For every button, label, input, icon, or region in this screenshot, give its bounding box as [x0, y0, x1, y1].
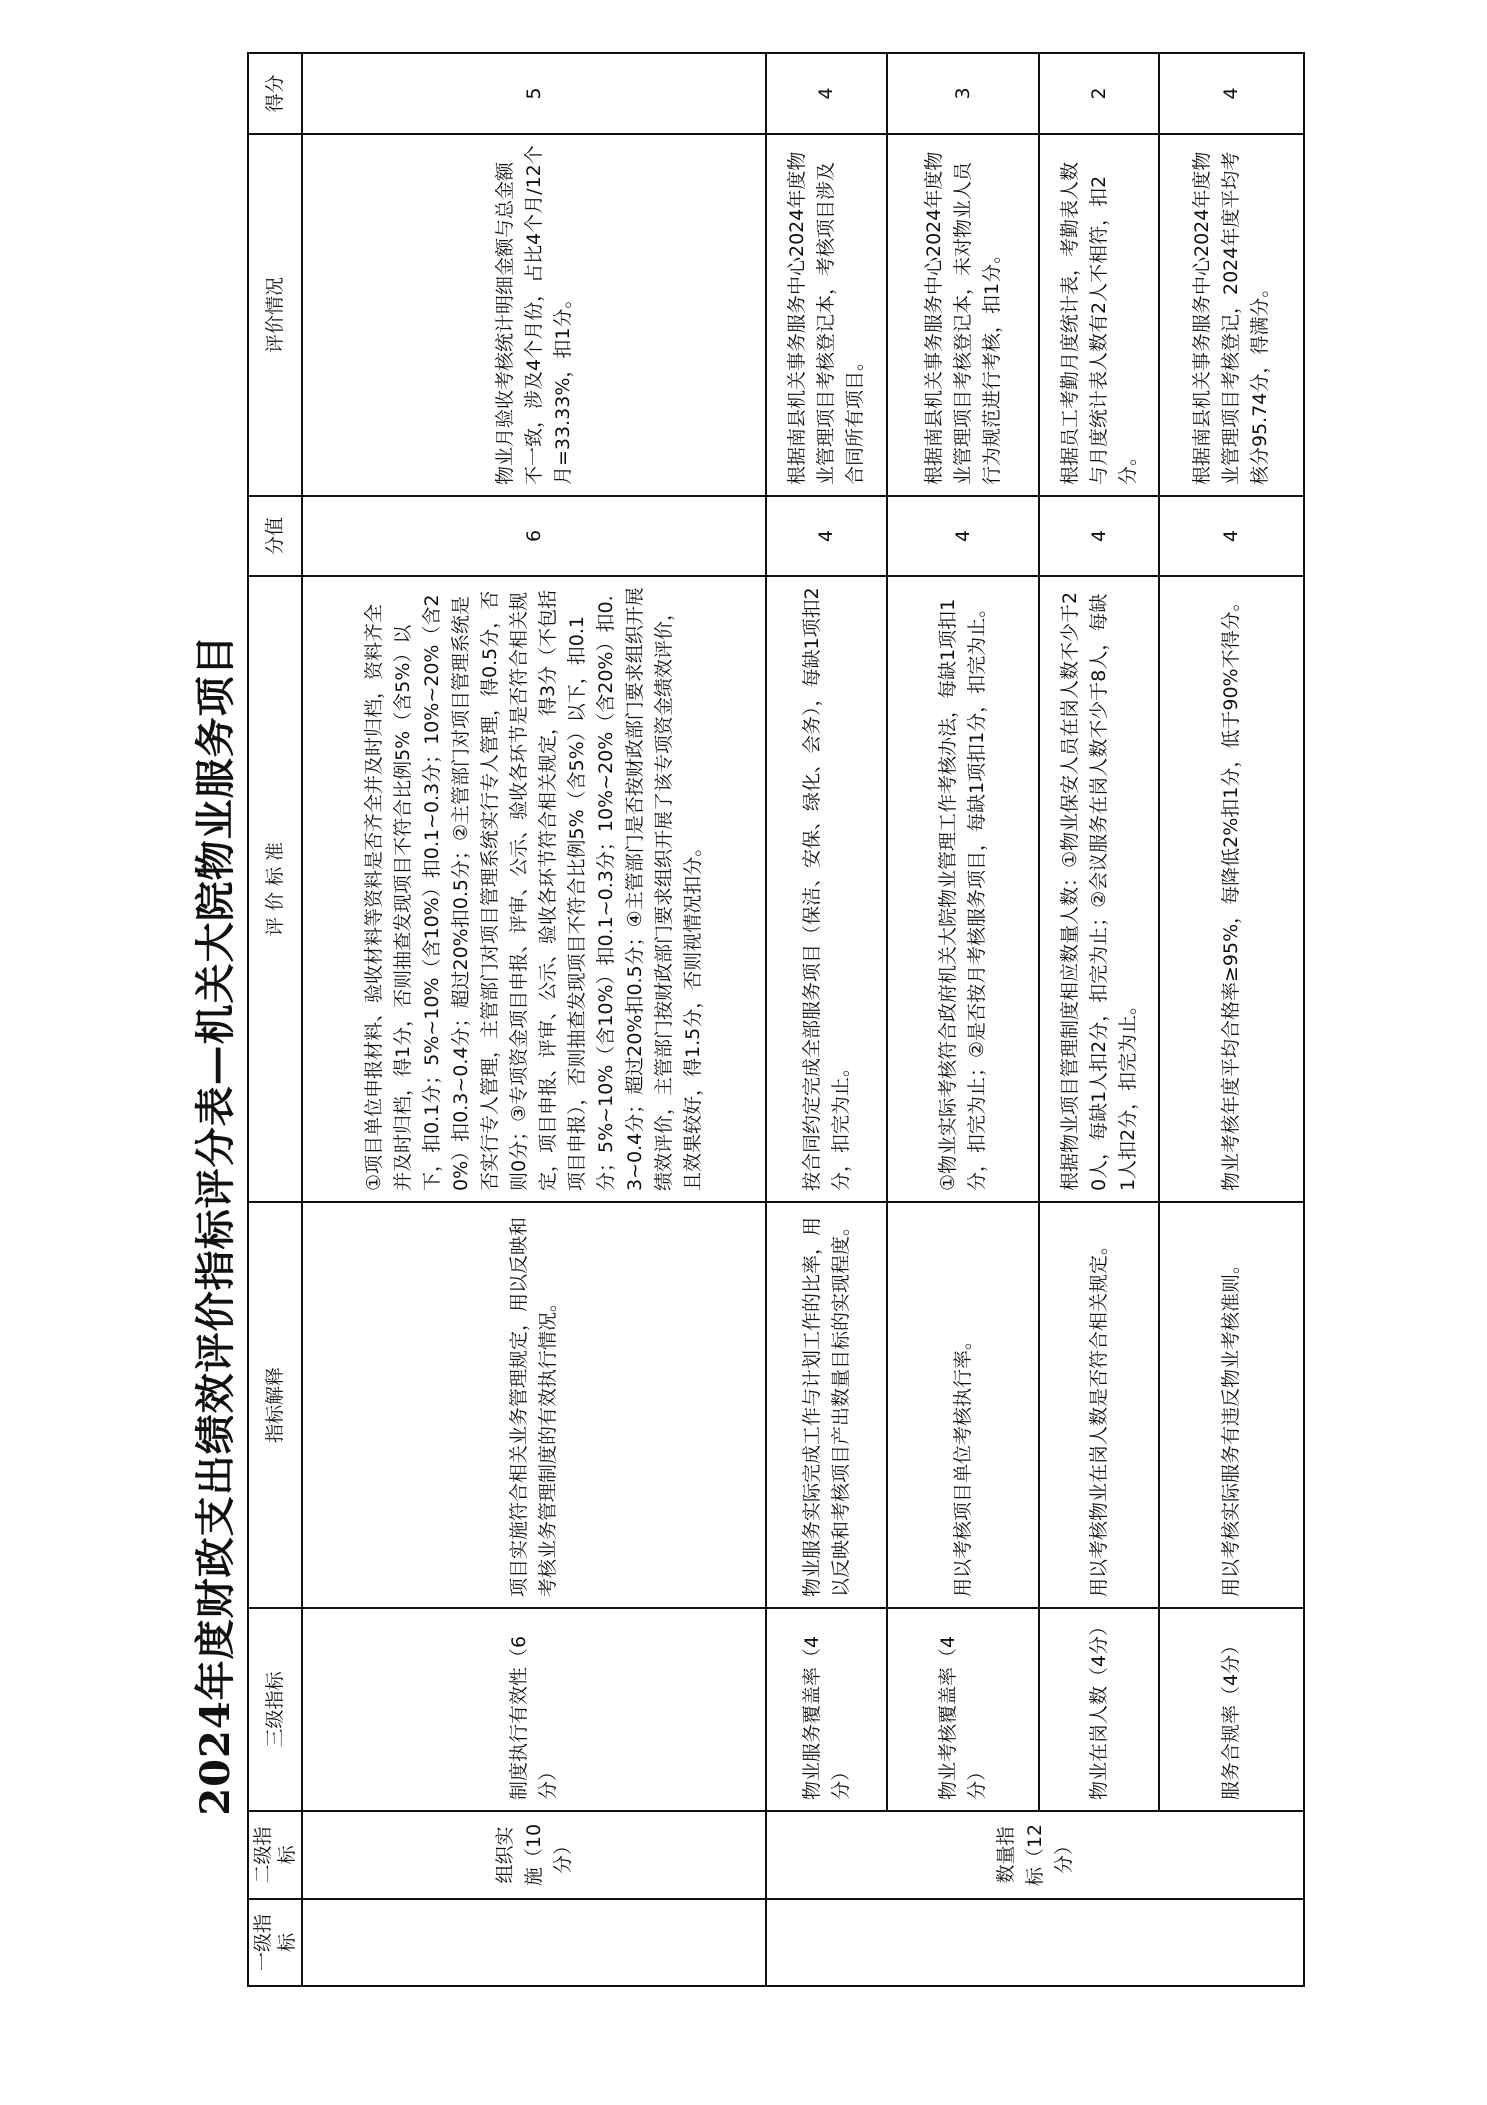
level1-cell — [766, 1899, 1304, 1986]
table-row — [302, 53, 766, 1986]
table-row — [1039, 53, 1159, 1986]
standard-cell: ①项目单位申报材料、验收材料等资料是否齐全并及时归档，资料齐全并及时归档，得1分，否则抽查发现项目不符合比例5%（含5%）以下，扣0.1分；5%~10%（含10%）扣0.1~0.3分；10%~20%（含20%）扣0.3~0.4分；超过20%扣0.5分；②主管部门对项目管理系统是否实行专人管理，主管部门对项目管理系统实行专人管理，得0.5分，否则0分；③专项资金项目申报、评审、公示、验收各环节是否符合相关规定，项目申报、评审、公示、验收各环节符合相关规定，得3分（不包括项目申报），否则抽查发现项目不符合比例5%（含5%）以下，扣0.1分；5%~10%（含10%）扣0.1~0.3分；10%~20%（含20%）扣0.3~0.4分；超过20%扣0.5分；④主管部门是否按财政部门要求组织开展绩效评价，主管部门按财政部门要求组织开展了该专项资金绩效评价，且效果较好，得1.5分，否则视情况扣分。 — [302, 576, 766, 1202]
standard-cell: ①物业实际考核符合政府机关大院物业管理工作考核办法，每缺1项扣1分，扣完为止；②是否按月考核服务项目，每缺1项扣1分，扣完为止。 — [887, 576, 1039, 1202]
evaluation-cell: 物业月验收考核统计明细金额与总金额不一致，涉及4个月份，占比4个月/12个月=33.33%，扣1分。 — [302, 134, 766, 496]
evaluation-table — [247, 52, 1305, 1987]
explanation-cell: 用以考核项目单位考核执行率。 — [887, 1202, 1039, 1608]
explanation-cell: 用以考核实际服务有违反物业考核准则。 — [1159, 1202, 1304, 1608]
level3-cell: 物业考核覆盖率（4分） — [887, 1608, 1039, 1811]
max-score-cell: 6 — [302, 496, 766, 576]
explanation-cell: 项目实施符合相关业务管理规定，用以反映和考核业务管理制度的有效执行情况。 — [302, 1202, 766, 1608]
max-score-cell: 4 — [1159, 496, 1304, 576]
evaluation-cell: 根据南县机关事务服务中心2024年度物业管理项目考核登记，2024年度平均考核分95.74分，得满分。 — [1159, 134, 1304, 496]
level1-cell — [302, 1899, 766, 1986]
standard-cell: 物业考核年度平均合格率≥95%，每降低2%扣1分，低于90%不得分。 — [1159, 576, 1304, 1202]
level3-cell: 制度执行有效性（6分） — [302, 1608, 766, 1811]
level2-cell: 组织实施（10分） — [302, 1811, 766, 1899]
score-cell: 2 — [1039, 53, 1159, 134]
level2-cell: 数量指标（12分） — [766, 1811, 1304, 1899]
table-row — [887, 53, 1039, 1986]
level3-cell: 物业服务覆盖率（4分） — [766, 1608, 887, 1811]
header-standard: 评 价 标 准 — [248, 576, 302, 1202]
header-explanation: 指标解释 — [248, 1202, 302, 1608]
header-evaluation: 评价情况 — [248, 134, 302, 496]
evaluation-cell: 根据南县机关事务服务中心2024年度物业管理项目考核登记本，未对物业人员行为规范进行考核，扣1分。 — [887, 134, 1039, 496]
header-level1: 一级指标 — [248, 1899, 302, 1986]
header-max-score: 分值 — [248, 496, 302, 576]
table-row — [766, 53, 887, 1986]
score-cell: 3 — [887, 53, 1039, 134]
score-cell: 5 — [302, 53, 766, 134]
standard-cell: 根据物业项目管理制度相应数量人数：①物业保安人员在岗人数不少于20人，每缺1人扣2分，扣完为止；②会议服务在岗人数不少于8人，每缺1人扣2分，扣完为止。 — [1039, 576, 1159, 1202]
max-score-cell: 4 — [766, 496, 887, 576]
max-score-cell: 4 — [887, 496, 1039, 576]
evaluation-cell: 根据南县机关事务服务中心2024年度物业管理项目考核登记本，考核项目涉及合同所有项目。 — [766, 134, 887, 496]
table-row — [1159, 53, 1304, 1986]
explanation-cell: 用以考核物业在岗人数是否符合相关规定。 — [1039, 1202, 1159, 1608]
score-cell: 4 — [1159, 53, 1304, 134]
explanation-cell: 物业服务实际完成工作与计划工作的比率，用以反映和考核项目产出数量目标的实现程度。 — [766, 1202, 887, 1608]
header-level3: 三级指标 — [248, 1608, 302, 1811]
max-score-cell: 4 — [1039, 496, 1159, 576]
table-header-row — [248, 53, 302, 1986]
document-title: 2024年度财政支出绩效评价指标评分表—机关大院物业服务项目 — [192, 634, 239, 1816]
level3-cell: 服务合规率（4分） — [1159, 1608, 1304, 1811]
standard-cell: 按合同约定完成全部服务项目（保洁、安保、绿化、会务），每缺1项扣2分，扣完为止。 — [766, 576, 887, 1202]
header-level2: 二级指标 — [248, 1811, 302, 1899]
header-score: 得分 — [248, 53, 302, 134]
level3-cell: 物业在岗人数（4分） — [1039, 1608, 1159, 1811]
score-cell: 4 — [766, 53, 887, 134]
evaluation-cell: 根据员工考勤月度统计表，考勤表人数与月度统计表人数有2人不相符，扣2分。 — [1039, 134, 1159, 496]
